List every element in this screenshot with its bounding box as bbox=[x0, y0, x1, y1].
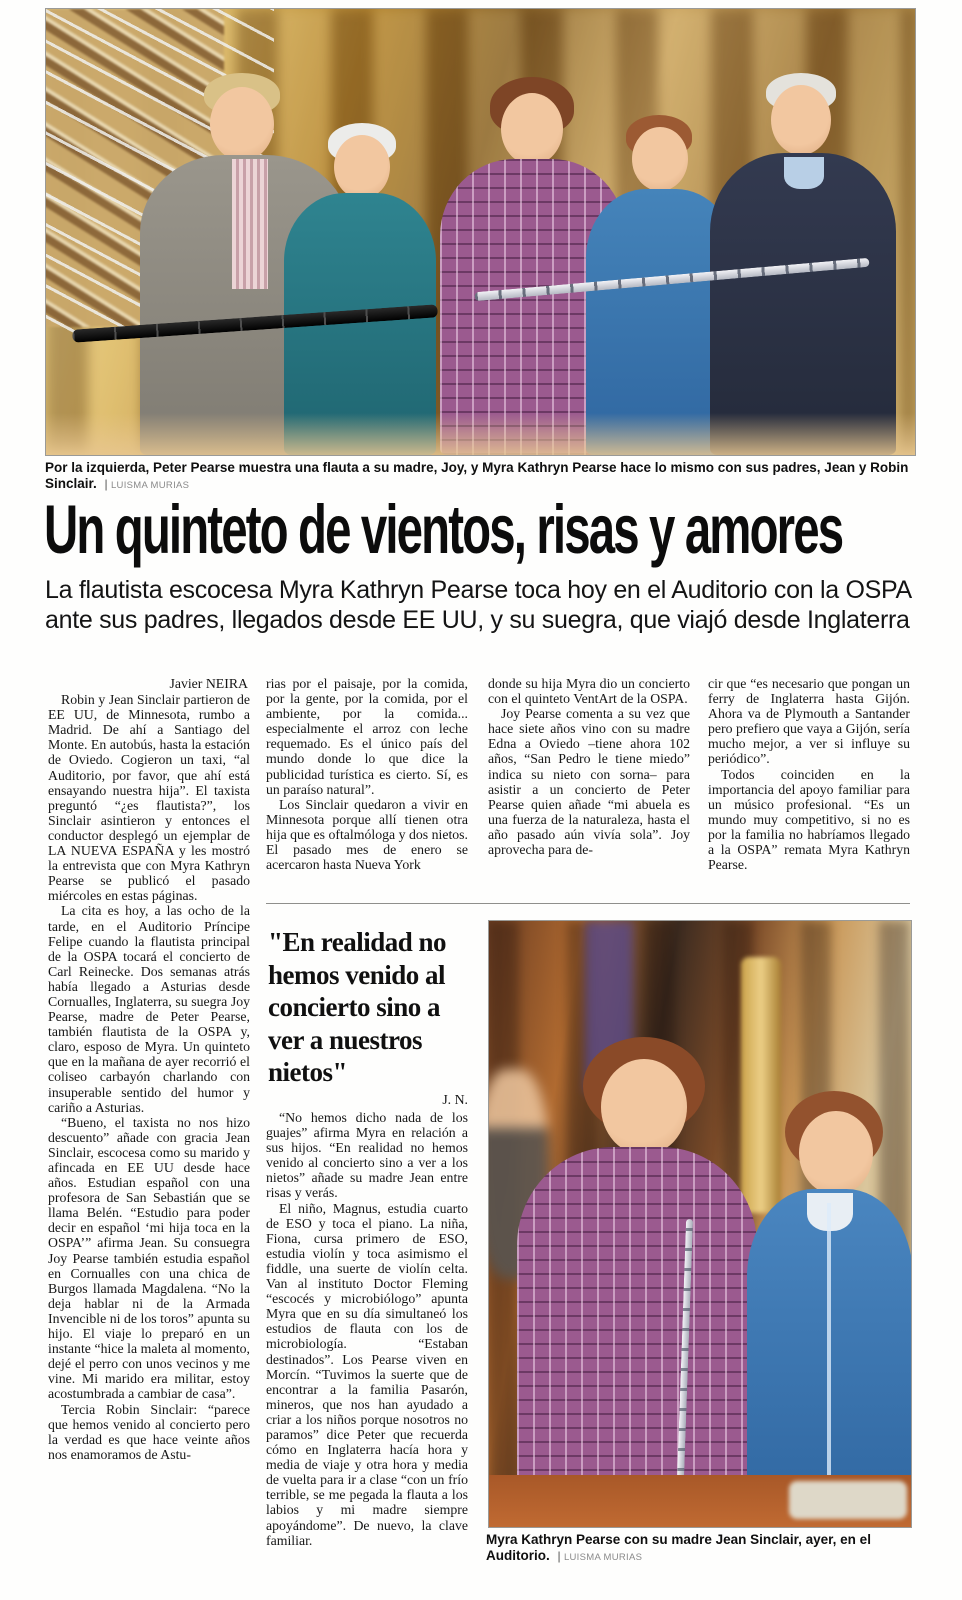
article-column-2-top bbox=[266, 676, 468, 872]
top-photo bbox=[45, 8, 916, 456]
photo-credit bbox=[554, 1549, 643, 1563]
article-column-2-bottom bbox=[266, 1110, 468, 1548]
pull-quote-byline: J. N. bbox=[442, 1092, 468, 1107]
face bbox=[210, 87, 274, 161]
shirt-collar bbox=[784, 157, 824, 189]
caption-text: Myra Kathryn Pearse con su madre Jean Sinclair, ayer, en el Auditorio. bbox=[486, 1532, 871, 1563]
article-paragraph: Todos coinciden en la importancia del apoyo familiar para un músico profesional. “Es un mundo muy competitivo, si no es por la familia no habríamos llegado a la OSPA” remata Myra Kathryn Pearse. bbox=[708, 766, 910, 873]
navy-sweater bbox=[710, 153, 896, 455]
face bbox=[501, 93, 563, 165]
credit-name: LUISMA MURIAS bbox=[110, 480, 190, 491]
credit-name: LUISMA MURIAS bbox=[563, 1552, 643, 1563]
face bbox=[601, 1059, 687, 1155]
golden-pillar bbox=[741, 957, 781, 1213]
article-paragraph: rias por el paisaje, por la comida, por la gente, por la comida, por el ambiente, por la comida... especialmente el arroz con leche requemado. Es el único país del mundo donde lo que dice la publicidad turística es cierto. Sí, es un paraíso natural”. bbox=[266, 676, 468, 797]
article-byline: Javier NEIRA bbox=[169, 676, 248, 691]
subheadline: La flautista escocesa Myra Kathryn Pearse toca hoy en el Auditorio con la OSPA ante sus padres, llegados desde EE UU, y su suegra, que viajó desde Inglaterra bbox=[45, 576, 911, 634]
article-column-3 bbox=[488, 676, 690, 857]
article-paragraph: Joy Pearse comenta a su vez que hace siete años vino con su madre Edna a Oviedo –tiene ahora 102 años, “San Pedro le tiene miedo” indica su nieto con sorna– para asistir a un concierto de Peter Pearse quien añade “mi abuela es una fuerza de la naturaleza, hasta el año pasado aún vivía sola”. Joy aprovecha para de- bbox=[488, 706, 690, 858]
jacket-zipper bbox=[827, 1203, 831, 1503]
column-2-top-paragraphs bbox=[266, 676, 468, 872]
column-4-paragraphs bbox=[708, 676, 910, 872]
article-paragraph: donde su hija Myra dio un concierto con el quinteto VentArt de la OSPA. bbox=[488, 676, 690, 707]
face bbox=[632, 127, 688, 191]
top-photo-caption bbox=[45, 460, 916, 494]
article-paragraph: Tercia Robin Sinclair: “parece que hemos venido al concierto pero la verdad es que hace veinte años nos enamoramos de Astu- bbox=[48, 1401, 250, 1462]
article-paragraph: La cita es hoy, a las ocho de la tarde, en el Auditorio Príncipe Felipe cuando la flautista principal de la OSPA tocará el concierto de Carl Reinecke. Dos semanas atrás había llegado a Asturias desde Cornualles, Inglaterra, su suegra Joy Pearse, madre de Peter Pearse, también flautista de la OSPA y, claro, esposo de Myra. Un quinteto que en la mañana de ayer recorrió el coliseo carbayón charlando con insuperable sentido del humor y cariño a Asturias. bbox=[48, 903, 250, 1115]
column-3-paragraphs bbox=[488, 676, 690, 857]
bottom-photo bbox=[488, 920, 912, 1528]
face bbox=[334, 135, 390, 199]
face bbox=[799, 1111, 873, 1195]
column-2-bottom-paragraphs bbox=[266, 1110, 468, 1548]
article-paragraph: cir que “es necesario que pongan un ferry de Inglaterra hasta Gijón. Ahora va de Plymouth a Santander pero prefiero que vaya a Gijón, sería mucho mejor, a ver si influye su periódico”. bbox=[708, 676, 910, 767]
white-bench bbox=[789, 1481, 907, 1519]
article-paragraph: Robin y Jean Sinclair partieron de EE UU, de Minnesota, rumbo a Madrid. De ahí a Santiago del Monte. En autobús, hasta la estación de Oviedo. Cogieron un taxi, “al Auditorio, por favor, que ahí está ensayando nuestra hija”. El taxista preguntó “¿es flautista?”, los Sinclair asintieron y entonces el conductor desplegó un ejemplar de LA NUEVA ESPAÑA y les mostró la entrevista que con Myra Kathryn Pearse se publicó el pasado miércoles en estas páginas. bbox=[48, 692, 250, 904]
credit-separator: | bbox=[104, 477, 108, 491]
article-paragraph: “Bueno, el taxista no nos hizo descuento” añade con gracia Jean Sinclair, escocesa como su marido y afincada en EE UU desde hace años. Estudian español con una profesora de San Sebastián que se llama Belén. “Estudio para poder decir en español ‘mi hija toca en la OSPA’” afirma Jean. Su consuegra Joy Pearse también estudia español en Cornualles con una chica de Burgos llamada Magdalena. “No la deja hablar ni de la Armada Invencible ni de los toros” apunta su hijo. El viaje lo preparó en un instante “hice la maleta al momento, dejé el perro con unos vecinos y me vine. Mi marido era militar, estoy acostumbrada a cambiar de casa”. bbox=[48, 1114, 250, 1402]
headline: Un quinteto de vientos, risas y amores bbox=[44, 491, 843, 569]
article-paragraph: El niño, Magnus, estudia cuarto de ESO y toca el piano. La niña, Fiona, cursa primero de ESO, estudia violín y toca asimismo el fiddle, una suerte de violín celta. Van al instituto Doctor Fleming “escocés y microbiólogo” apunta Myra que en su día simultaneó los estudios de flauta con los de microbiología. “Estaban destinados”. Los Pearse viven en Morcín. “Tuvimos la suerte que de encontrar a la familia Pasarón, mineros, que nos han ayudado a criar a los niños porque nosotros no paramos” dice Peter que recuerda cómo en Inglaterra hacía hora y media de viaje y otra hora y media de vuelta para ir a clase “con un frío terrible, se me pegada la flauta a los labios y mi madre siempre apoyándome”. De nuevo, la clave familiar. bbox=[266, 1200, 468, 1548]
caption-text: Por la izquierda, Peter Pearse muestra una flauta a su madre, Joy, y Myra Kathryn Pearse hace lo mismo con sus padres, Jean y Robin Sinclair. bbox=[45, 460, 909, 491]
section-rule bbox=[266, 903, 910, 904]
floor bbox=[46, 413, 915, 455]
credit-separator: | bbox=[557, 1549, 561, 1563]
pull-quote: "En realidad no hemos venido al concierto sino a ver a nuestros nietos" bbox=[268, 927, 447, 1087]
article-column-1 bbox=[48, 676, 250, 1462]
article-column-4 bbox=[708, 676, 910, 872]
bottom-photo-caption bbox=[486, 1532, 916, 1566]
column-1-paragraphs bbox=[48, 692, 250, 1462]
plaid-shirt bbox=[517, 1147, 757, 1527]
face bbox=[771, 85, 831, 155]
striped-shirt bbox=[232, 159, 268, 289]
article-paragraph: “No hemos dicho nada de los guajes” afirma Myra en relación a sus hijos. “En realidad no hemos venido al concierto sino a ver a los nietos” añade su madre Jean entre risas y verás. bbox=[266, 1110, 468, 1201]
article-paragraph: Los Sinclair quedaron a vivir en Minnesota porque allí tienen otra hija que es oftalmóloga y dos nietos. El pasado mes de enero se acercaron hasta Nueva York bbox=[266, 796, 468, 873]
